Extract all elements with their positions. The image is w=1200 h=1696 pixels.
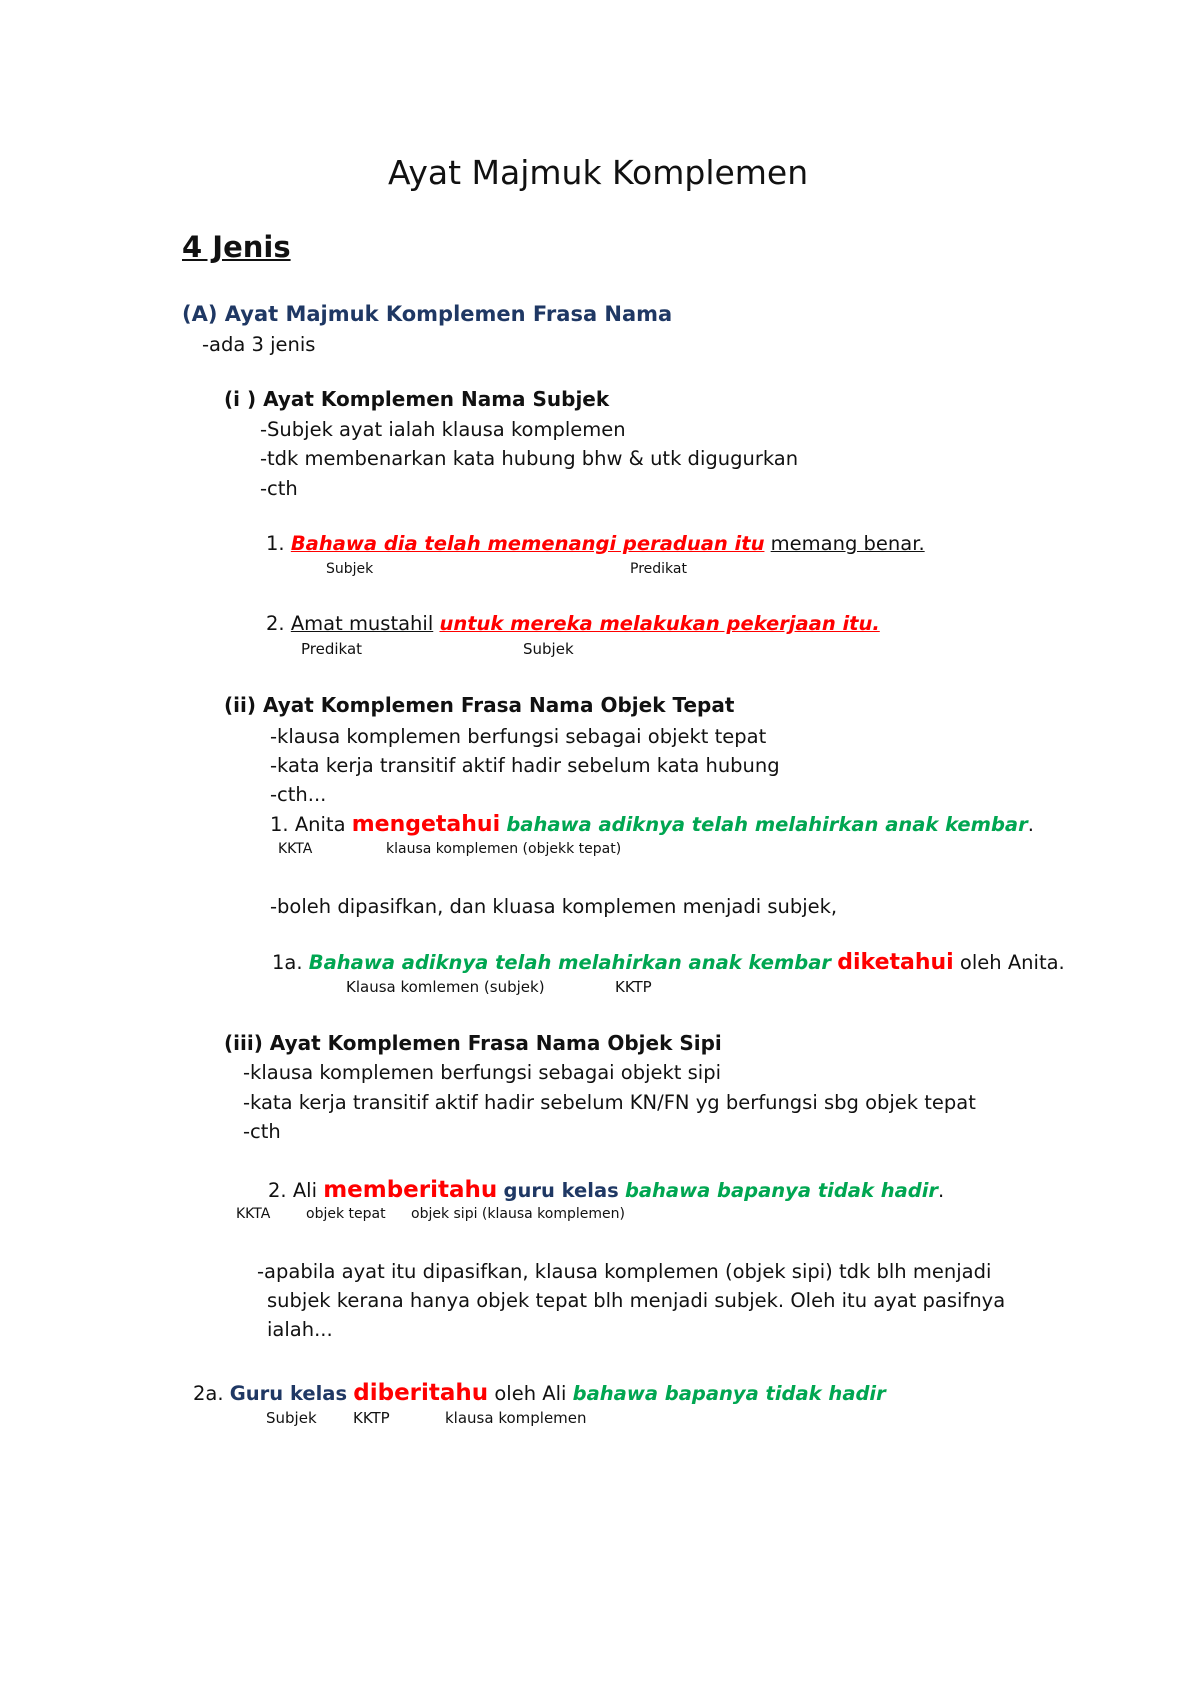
part-iii-example-2a [193,1380,886,1408]
example-predicate: memang benar. [770,532,925,555]
label-kkta: KKTA [278,841,313,857]
label-clause: klausa komplemen [445,1409,587,1427]
example-verb: memberitahu [323,1177,498,1203]
example-predicate: Amat mustahil [290,612,434,635]
example-verb: mengetahui [351,812,501,837]
example-clause: bahawa bapanya tidak hadir [572,1382,886,1405]
part-iii-heading: (iii) Ayat Komplemen Frasa Nama Objek Sipi [224,1031,722,1055]
label-kkta: KKTA [236,1206,271,1222]
part-ii-bullet-1: -klausa komplemen berfungsi sebagai objekt tepat [270,725,767,748]
example-clause: bahawa adiknya telah melahirkan anak kembar [506,813,1028,836]
label-object: objek tepat [306,1206,386,1222]
part-i-heading: (i ) Ayat Komplemen Nama Subjek [224,387,610,411]
example-verb: diketahui [837,950,954,975]
passive-note-line-3: ialah... [267,1318,333,1341]
passive-note: -boleh dipasifkan, dan kluasa komplemen menjadi subjek, [270,895,838,918]
example-number: 2. [268,1179,293,1202]
example-number: 2. [266,612,291,635]
example-noun: Anita [294,813,352,836]
label-predikat: Predikat [630,561,687,577]
part-ii-bullet-2: -kata kerja transitif aktif hadir sebelum kata hubung [270,754,780,777]
example-mid: oleh Ali [488,1382,573,1405]
part-i-example-2 [266,612,880,635]
part-iii-bullet-1: -klausa komplemen berfungsi sebagai objekt sipi [243,1061,722,1084]
label-kktp: KKTP [615,978,652,996]
example-clause: bahawa bapanya tidak hadir [624,1179,939,1202]
example-verb: diberitahu [353,1380,489,1406]
label-clause: klausa komplemen (objekk tepat) [386,841,622,857]
label-subjek: Subjek [326,561,374,577]
part-i-example-1 [266,532,925,555]
part-iii-bullet-3: -cth [243,1120,281,1143]
example-number: 2a. [193,1382,230,1405]
passive-note-line-1: -apabila ayat itu dipasifkan, klausa komplemen (objek sipi) tdk blh menjadi [257,1260,992,1283]
example-number: 1. [266,532,291,555]
label-subjek: Subjek [523,640,574,658]
spacer: . [938,1179,945,1202]
label-kktp: KKTP [353,1409,390,1427]
part-i-bullet-3: -cth [260,477,298,500]
part-ii-bullet-3: -cth... [270,783,327,806]
example-tail: oleh Anita. [953,951,1065,974]
section-heading: 4 Jenis [182,230,291,264]
label-predikat: Predikat [301,640,363,658]
example-subject-clause: Bahawa dia telah memenangi peraduan itu [290,532,765,555]
part-iii-bullet-2: -kata kerja transitif aktif hadir sebelum KN/FN yg berfungsi sbg objek tepat [243,1091,976,1114]
label-clause: Klausa komlemen (subjek) [346,978,545,996]
spacer: . [1027,813,1034,836]
example-subject-clause: untuk mereka melakukan pekerjaan itu. [439,612,880,635]
example-subject: Guru kelas [229,1382,348,1405]
example-number: 1. [270,813,295,836]
section-a-note: -ada 3 jenis [202,333,316,356]
example-object: guru kelas [503,1179,619,1202]
label-clause: objek sipi (klausa komplemen) [411,1206,625,1222]
example-noun: Ali [292,1179,324,1202]
example-clause: Bahawa adiknya telah melahirkan anak kembar [308,951,832,974]
part-ii-example-1 [270,812,1034,838]
example-number: 1a. [272,951,309,974]
section-a-heading: (A) Ayat Majmuk Komplemen Frasa Nama [182,302,673,326]
part-iii-example-2 [268,1177,944,1205]
part-i-bullet-2: -tdk membenarkan kata hubung bhw & utk digugurkan [260,447,799,470]
part-i-bullet-1: -Subjek ayat ialah klausa komplemen [260,418,626,441]
passive-note-line-2: subjek kerana hanya objek tepat blh menjadi subjek. Oleh itu ayat pasifnya [267,1289,1006,1312]
part-ii-heading: (ii) Ayat Komplemen Frasa Nama Objek Tepat [224,693,735,717]
label-subjek: Subjek [266,1409,317,1427]
part-ii-example-1a [272,950,1065,976]
page-title: Ayat Majmuk Komplemen [388,153,809,192]
